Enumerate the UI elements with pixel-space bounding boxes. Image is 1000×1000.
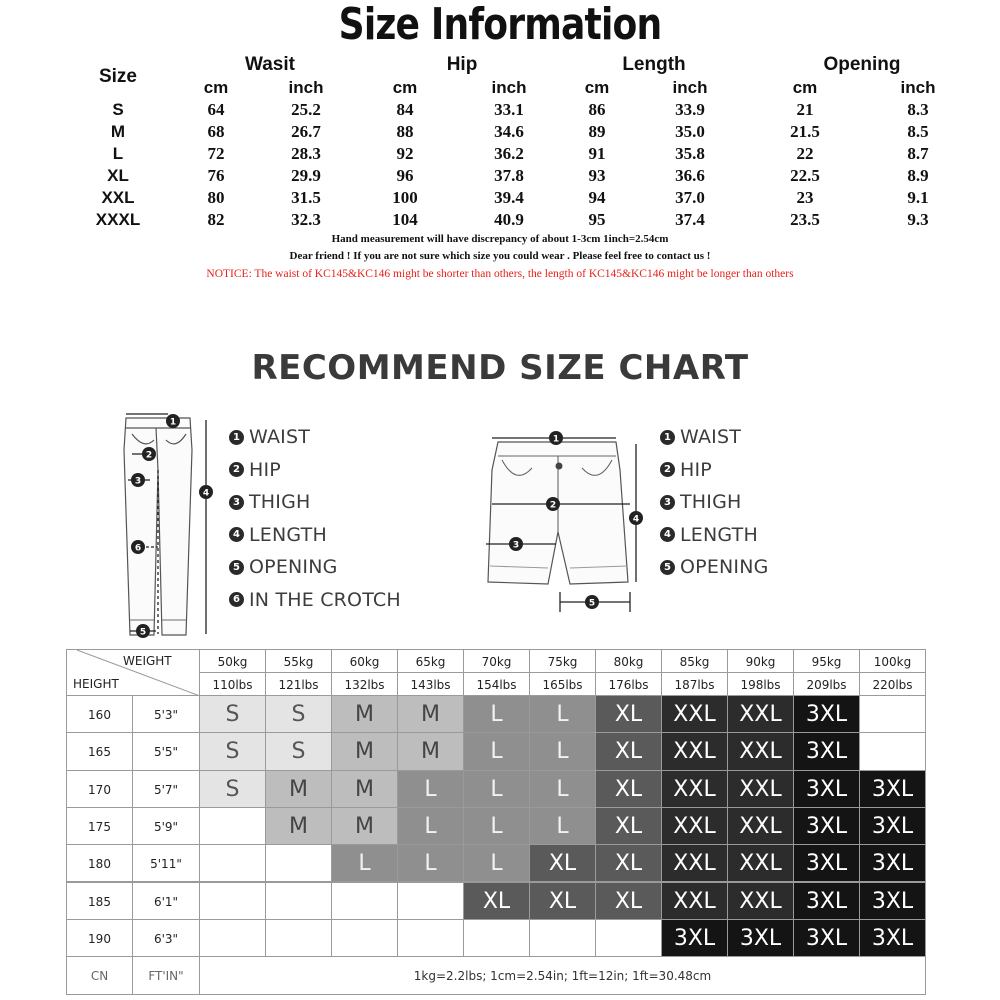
svg-text:2: 2 bbox=[549, 500, 557, 511]
size-cell: XL bbox=[595, 844, 662, 882]
legend-label: LENGTH bbox=[249, 523, 327, 546]
measurement-value: 32.3 bbox=[291, 210, 321, 229]
weight-kg-header: 65kg bbox=[397, 649, 464, 673]
weight-lbs-header: 209lbs bbox=[793, 672, 860, 696]
size-cell: 3XL bbox=[859, 807, 926, 845]
size-cell: 3XL bbox=[859, 844, 926, 882]
legend-label: WAIST bbox=[249, 426, 311, 449]
measurement-value: 9.3 bbox=[907, 210, 929, 229]
svg-text:6: 6 bbox=[134, 543, 142, 554]
height-cm: 180 bbox=[66, 844, 133, 882]
notice-text: NOTICE: The waist of KC145&KC146 might be shorter than others, the length of KC145&KC146 might be longer than others bbox=[206, 268, 794, 280]
size-cell: XXL bbox=[661, 732, 728, 770]
size-cell: 3XL bbox=[793, 770, 860, 808]
size-cell: XL bbox=[595, 807, 662, 845]
measurement-value: 8.3 bbox=[907, 100, 929, 119]
size-cell: XL bbox=[529, 882, 596, 920]
size-cell bbox=[265, 844, 332, 882]
measurement-value: 37.4 bbox=[675, 210, 705, 229]
measurement-value: 23.5 bbox=[790, 210, 820, 229]
weight-kg-header: 80kg bbox=[595, 649, 662, 673]
measurement-group-header: Hip bbox=[446, 54, 478, 75]
size-cell: XL bbox=[529, 844, 596, 882]
size-cell: L bbox=[463, 807, 530, 845]
measurement-value: 29.9 bbox=[291, 166, 321, 185]
height-ft-in: 5'3" bbox=[132, 695, 200, 733]
size-cell: XXL bbox=[727, 882, 794, 920]
height-ft-in: 5'7" bbox=[132, 770, 200, 808]
unit-header: cm bbox=[203, 78, 229, 97]
svg-text:5: 5 bbox=[139, 627, 147, 638]
measurement-value: 23 bbox=[796, 188, 814, 207]
shorts-legend-item bbox=[660, 486, 769, 519]
size-cell bbox=[397, 882, 464, 920]
size-cell: XXL bbox=[727, 732, 794, 770]
size-cell bbox=[595, 919, 662, 957]
pants-legend-item bbox=[229, 421, 401, 454]
size-cell: M bbox=[331, 695, 398, 733]
size-info-title: Size Information bbox=[338, 0, 662, 50]
legend-label: THIGH bbox=[249, 491, 311, 514]
measurement-value: 37.8 bbox=[494, 166, 524, 185]
legend-label: LENGTH bbox=[680, 523, 758, 546]
number-badge-icon: 5 bbox=[660, 560, 675, 575]
size-cell: XL bbox=[463, 882, 530, 920]
size-cell: L bbox=[397, 844, 464, 882]
size-info-row bbox=[0, 121, 1000, 143]
measurement-value: 91 bbox=[588, 144, 606, 163]
pants-legend bbox=[229, 421, 401, 616]
conversion-note: 1kg=2.2lbs; 1cm=2.54in; 1ft=12in; 1ft=30.48cm bbox=[199, 956, 926, 995]
measurement-value: 8.7 bbox=[907, 144, 929, 163]
size-cell: L bbox=[463, 732, 530, 770]
size-column-header: Size bbox=[98, 66, 138, 87]
size-cell: L bbox=[529, 695, 596, 733]
svg-text:5: 5 bbox=[588, 598, 596, 609]
number-badge-icon: 4 bbox=[229, 527, 244, 542]
measurement-value: 39.4 bbox=[494, 188, 524, 207]
weight-lbs-header: 110lbs bbox=[199, 672, 266, 696]
size-cell: 3XL bbox=[859, 882, 926, 920]
recommend-chart-title: RECOMMEND SIZE CHART bbox=[251, 348, 749, 388]
unit-header: cm bbox=[792, 78, 818, 97]
shorts-legend-item bbox=[660, 454, 769, 487]
size-cell: M bbox=[331, 732, 398, 770]
measurement-group-header-row bbox=[0, 54, 1000, 76]
weight-kg-header: 60kg bbox=[331, 649, 398, 673]
size-cell: L bbox=[331, 844, 398, 882]
size-cell bbox=[199, 807, 266, 845]
size-label: L bbox=[112, 144, 124, 163]
measurement-value: 93 bbox=[588, 166, 606, 185]
size-cell: S bbox=[265, 695, 332, 733]
size-cell: XL bbox=[595, 770, 662, 808]
pants-legend-item bbox=[229, 519, 401, 552]
size-cell bbox=[199, 844, 266, 882]
height-ft-in: 6'3" bbox=[132, 919, 200, 957]
measurement-value: 22 bbox=[796, 144, 814, 163]
height-ft-in: 5'5" bbox=[132, 732, 200, 770]
measurement-value: 92 bbox=[396, 144, 414, 163]
measurement-value: 68 bbox=[207, 122, 225, 141]
size-cell bbox=[859, 695, 926, 733]
size-cell: XXL bbox=[661, 807, 728, 845]
measurement-value: 35.0 bbox=[675, 122, 705, 141]
measurement-value: 80 bbox=[207, 188, 225, 207]
size-info-row bbox=[0, 209, 1000, 231]
measurement-value: 8.9 bbox=[907, 166, 929, 185]
height-ft-in: 5'11" bbox=[132, 844, 200, 882]
height-ft-in: 5'9" bbox=[132, 807, 200, 845]
legend-label: IN THE CROTCH bbox=[249, 588, 401, 611]
size-label: M bbox=[110, 122, 126, 141]
size-cell: L bbox=[463, 695, 530, 733]
size-cell: L bbox=[529, 770, 596, 808]
measurement-value: 82 bbox=[207, 210, 225, 229]
size-cell: XXL bbox=[727, 770, 794, 808]
height-cm: 175 bbox=[66, 807, 133, 845]
measurement-value: 25.2 bbox=[291, 100, 321, 119]
measurement-group-header: Opening bbox=[823, 54, 901, 75]
size-recommendation-grid bbox=[67, 650, 926, 996]
weight-lbs-header: 198lbs bbox=[727, 672, 794, 696]
weight-lbs-header: 220lbs bbox=[859, 672, 926, 696]
height-cm: 165 bbox=[66, 732, 133, 770]
size-cell: XXL bbox=[661, 844, 728, 882]
measurement-group-header: Length bbox=[622, 54, 686, 75]
shorts-legend bbox=[660, 421, 769, 584]
measurement-value: 22.5 bbox=[790, 166, 820, 185]
measurement-value: 33.1 bbox=[494, 100, 524, 119]
weight-lbs-header: 154lbs bbox=[463, 672, 530, 696]
weight-lbs-header: 165lbs bbox=[529, 672, 596, 696]
size-cell: L bbox=[529, 732, 596, 770]
svg-text:3: 3 bbox=[134, 476, 142, 487]
weight-kg-header: 90kg bbox=[727, 649, 794, 673]
height-cm: 170 bbox=[66, 770, 133, 808]
size-cell: M bbox=[265, 807, 332, 845]
size-cell: XXL bbox=[661, 695, 728, 733]
unit-header: cm bbox=[392, 78, 418, 97]
size-cell: S bbox=[265, 732, 332, 770]
number-badge-icon: 2 bbox=[660, 462, 675, 477]
size-cell: XL bbox=[595, 882, 662, 920]
pants-legend-item bbox=[229, 486, 401, 519]
measurement-value: 86 bbox=[588, 100, 606, 119]
measurement-value: 76 bbox=[207, 166, 225, 185]
size-cell bbox=[199, 919, 266, 957]
height-cm: 160 bbox=[66, 695, 133, 733]
weight-lbs-header: 132lbs bbox=[331, 672, 398, 696]
unit-header: inch bbox=[491, 78, 527, 97]
weight-kg-header: 100kg bbox=[859, 649, 926, 673]
measurement-value: 21 bbox=[796, 100, 814, 119]
measurement-value: 96 bbox=[396, 166, 414, 185]
size-cell: XL bbox=[595, 732, 662, 770]
size-cell: L bbox=[397, 807, 464, 845]
height-cm: 190 bbox=[66, 919, 133, 957]
size-cell bbox=[859, 732, 926, 770]
size-cell bbox=[463, 919, 530, 957]
number-badge-icon: 3 bbox=[660, 495, 675, 510]
size-cell: 3XL bbox=[727, 919, 794, 957]
size-cell: 3XL bbox=[859, 770, 926, 808]
svg-text:4: 4 bbox=[632, 514, 640, 525]
number-badge-icon: 1 bbox=[660, 430, 675, 445]
size-cell: M bbox=[397, 732, 464, 770]
pants-legend-item bbox=[229, 551, 401, 584]
measurement-value: 31.5 bbox=[291, 188, 321, 207]
size-info-row bbox=[0, 143, 1000, 165]
size-cell: 3XL bbox=[793, 807, 860, 845]
measurement-value: 104 bbox=[392, 210, 418, 229]
pants-diagram bbox=[110, 410, 220, 642]
footer-cn: CN bbox=[66, 956, 133, 995]
legend-label: OPENING bbox=[249, 556, 338, 579]
size-cell: M bbox=[397, 695, 464, 733]
size-cell bbox=[199, 882, 266, 920]
svg-text:1: 1 bbox=[169, 417, 177, 428]
size-cell: S bbox=[199, 732, 266, 770]
size-cell: XXL bbox=[661, 770, 728, 808]
measurement-value: 37.0 bbox=[675, 188, 705, 207]
unit-header: inch bbox=[288, 78, 324, 97]
unit-header: inch bbox=[672, 78, 708, 97]
unit-header: cm bbox=[584, 78, 610, 97]
measurement-value: 36.2 bbox=[494, 144, 524, 163]
weight-kg-header: 85kg bbox=[661, 649, 728, 673]
shorts-legend-item bbox=[660, 551, 769, 584]
unit-header-row bbox=[0, 77, 1000, 99]
measurement-value: 100 bbox=[392, 188, 418, 207]
height-cm: 185 bbox=[66, 882, 133, 920]
unit-header: inch bbox=[900, 78, 936, 97]
size-info-row bbox=[0, 187, 1000, 209]
weight-lbs-header: 176lbs bbox=[595, 672, 662, 696]
size-label: XL bbox=[107, 166, 129, 185]
size-cell: L bbox=[529, 807, 596, 845]
size-cell bbox=[529, 919, 596, 957]
measurement-value: 64 bbox=[207, 100, 225, 119]
svg-text:1: 1 bbox=[552, 434, 560, 445]
measurement-value: 88 bbox=[396, 122, 414, 141]
measurement-value: 40.9 bbox=[494, 210, 524, 229]
svg-text:2: 2 bbox=[145, 450, 153, 461]
size-cell: 3XL bbox=[793, 882, 860, 920]
size-cell: 3XL bbox=[859, 919, 926, 957]
shorts-legend-item bbox=[660, 421, 769, 454]
size-cell: XXL bbox=[661, 882, 728, 920]
size-cell: M bbox=[265, 770, 332, 808]
measurement-value: 72 bbox=[207, 144, 225, 163]
size-cell bbox=[331, 882, 398, 920]
size-label: XXXL bbox=[95, 210, 141, 229]
measurement-value: 21.5 bbox=[790, 122, 820, 141]
size-cell: L bbox=[397, 770, 464, 808]
measurement-value: 95 bbox=[588, 210, 606, 229]
number-badge-icon: 2 bbox=[229, 462, 244, 477]
weight-lbs-header: 143lbs bbox=[397, 672, 464, 696]
number-badge-icon: 1 bbox=[229, 430, 244, 445]
measurement-value: 94 bbox=[588, 188, 606, 207]
weight-kg-header: 70kg bbox=[463, 649, 530, 673]
measurement-value: 84 bbox=[396, 100, 414, 119]
size-cell: 3XL bbox=[793, 919, 860, 957]
number-badge-icon: 5 bbox=[229, 560, 244, 575]
shorts-diagram bbox=[470, 420, 650, 615]
size-cell bbox=[331, 919, 398, 957]
size-cell: S bbox=[199, 695, 266, 733]
size-cell: S bbox=[199, 770, 266, 808]
weight-label: WEIGHT bbox=[123, 654, 172, 668]
pants-legend-item bbox=[229, 584, 401, 617]
size-cell: M bbox=[331, 770, 398, 808]
size-cell: XL bbox=[595, 695, 662, 733]
size-cell: M bbox=[331, 807, 398, 845]
measurement-group-header: Wasit bbox=[245, 54, 295, 75]
size-cell: 3XL bbox=[793, 844, 860, 882]
svg-text:4: 4 bbox=[202, 488, 210, 499]
size-cell: 3XL bbox=[661, 919, 728, 957]
size-cell: L bbox=[463, 844, 530, 882]
height-ft-in: 6'1" bbox=[132, 882, 200, 920]
size-cell: XXL bbox=[727, 844, 794, 882]
legend-label: OPENING bbox=[680, 556, 769, 579]
number-badge-icon: 6 bbox=[229, 592, 244, 607]
measurement-value: 33.9 bbox=[675, 100, 705, 119]
weight-lbs-header: 187lbs bbox=[661, 672, 728, 696]
legend-label: HIP bbox=[680, 458, 712, 481]
measurement-note: Hand measurement will have discrepancy of about 1-3cm 1inch=2.54cm bbox=[331, 233, 669, 245]
size-info-row bbox=[0, 99, 1000, 121]
measurement-value: 35.8 bbox=[675, 144, 705, 163]
number-badge-icon: 4 bbox=[660, 527, 675, 542]
height-label: HEIGHT bbox=[73, 677, 119, 691]
size-cell: XXL bbox=[727, 807, 794, 845]
legend-label: WAIST bbox=[680, 426, 742, 449]
size-info-row bbox=[0, 165, 1000, 187]
size-cell bbox=[265, 882, 332, 920]
measurement-value: 28.3 bbox=[291, 144, 321, 163]
weight-height-corner bbox=[66, 649, 200, 696]
svg-text:3: 3 bbox=[512, 540, 520, 551]
size-cell bbox=[397, 919, 464, 957]
size-cell: 3XL bbox=[793, 695, 860, 733]
number-badge-icon: 3 bbox=[229, 495, 244, 510]
pants-legend-item bbox=[229, 454, 401, 487]
size-label: XXL bbox=[101, 188, 135, 207]
footer-ft-in: FT'IN" bbox=[132, 956, 200, 995]
measurement-value: 8.5 bbox=[907, 122, 929, 141]
measurement-value: 36.6 bbox=[675, 166, 705, 185]
shorts-legend-item bbox=[660, 519, 769, 552]
weight-kg-header: 50kg bbox=[199, 649, 266, 673]
weight-kg-header: 95kg bbox=[793, 649, 860, 673]
measurement-value: 9.1 bbox=[907, 188, 929, 207]
legend-label: THIGH bbox=[680, 491, 742, 514]
weight-kg-header: 55kg bbox=[265, 649, 332, 673]
weight-lbs-header: 121lbs bbox=[265, 672, 332, 696]
weight-kg-header: 75kg bbox=[529, 649, 596, 673]
size-cell: 3XL bbox=[793, 732, 860, 770]
measurement-value: 34.6 bbox=[494, 122, 524, 141]
size-cell: L bbox=[463, 770, 530, 808]
size-cell bbox=[265, 919, 332, 957]
measurement-value: 89 bbox=[588, 122, 606, 141]
size-label: S bbox=[112, 100, 124, 119]
measurement-value: 26.7 bbox=[291, 122, 321, 141]
size-cell: XXL bbox=[727, 695, 794, 733]
legend-label: HIP bbox=[249, 458, 281, 481]
contact-note: Dear friend ! If you are not sure which size you could wear . Please feel free to contact us ! bbox=[289, 250, 711, 262]
